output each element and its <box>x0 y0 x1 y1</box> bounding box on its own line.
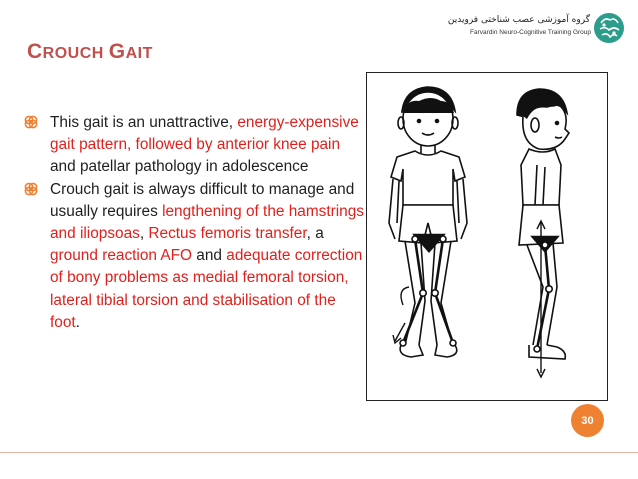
logo-english-text: Farvardin Neuro-Cognitive Training Group <box>470 29 592 36</box>
bullet-2-highlight-afo: ground reaction AFO <box>50 247 193 265</box>
bullet-2-highlight-hamstrings: lengthening of the hamstrings and iliopsoas <box>50 202 364 243</box>
bullet-item-2 <box>24 179 369 334</box>
bullet-2-text-end: . <box>75 313 80 331</box>
bullet-2-text: Crouch gait is always difficult to manage and usually requires <box>50 180 355 220</box>
page-number-badge: 30 <box>571 404 604 437</box>
crouch-gait-illustration <box>366 72 608 401</box>
front-view-mechanics-overlay <box>393 235 456 346</box>
children-figure-drawing <box>367 73 607 400</box>
bullet-1-highlight: energy-expensive gait pattern, followed by anterior knee pain <box>50 114 359 154</box>
bullet-2-text-and: and <box>192 247 227 265</box>
title-rest-1: ROUCH <box>42 45 109 62</box>
bullet-2-highlight-rectus: Rectus femoris transfer <box>148 225 307 243</box>
title-initial-g: G <box>108 40 126 63</box>
title-initial-c: C <box>27 40 43 63</box>
organization-logo <box>447 11 630 45</box>
logo-persian-text: گروه آموزشی عصب شناختی فرویدین <box>447 15 590 25</box>
bullet-1-text: This gait is an unattractive, <box>50 114 238 131</box>
bullet-marker-icon <box>24 115 38 129</box>
footer-divider <box>0 452 638 453</box>
bullet-2-text-a: , a <box>306 225 324 243</box>
bullet-1-text-end: and patellar pathology in adolescence <box>50 158 309 176</box>
bullet-list <box>24 112 369 334</box>
bullet-item-1 <box>24 112 369 179</box>
brain-icon <box>592 11 626 45</box>
slide-title <box>27 40 153 64</box>
bullet-marker-icon <box>24 182 38 196</box>
title-rest-2: AIT <box>125 45 153 62</box>
bullet-2-text-comma: , <box>139 225 149 243</box>
front-view-child <box>389 87 467 357</box>
bullet-2-highlight-correction: adequate correction of bony problems as medial femoral torsion, lateral tibial torsion and stabilisation of the foot <box>50 247 363 331</box>
